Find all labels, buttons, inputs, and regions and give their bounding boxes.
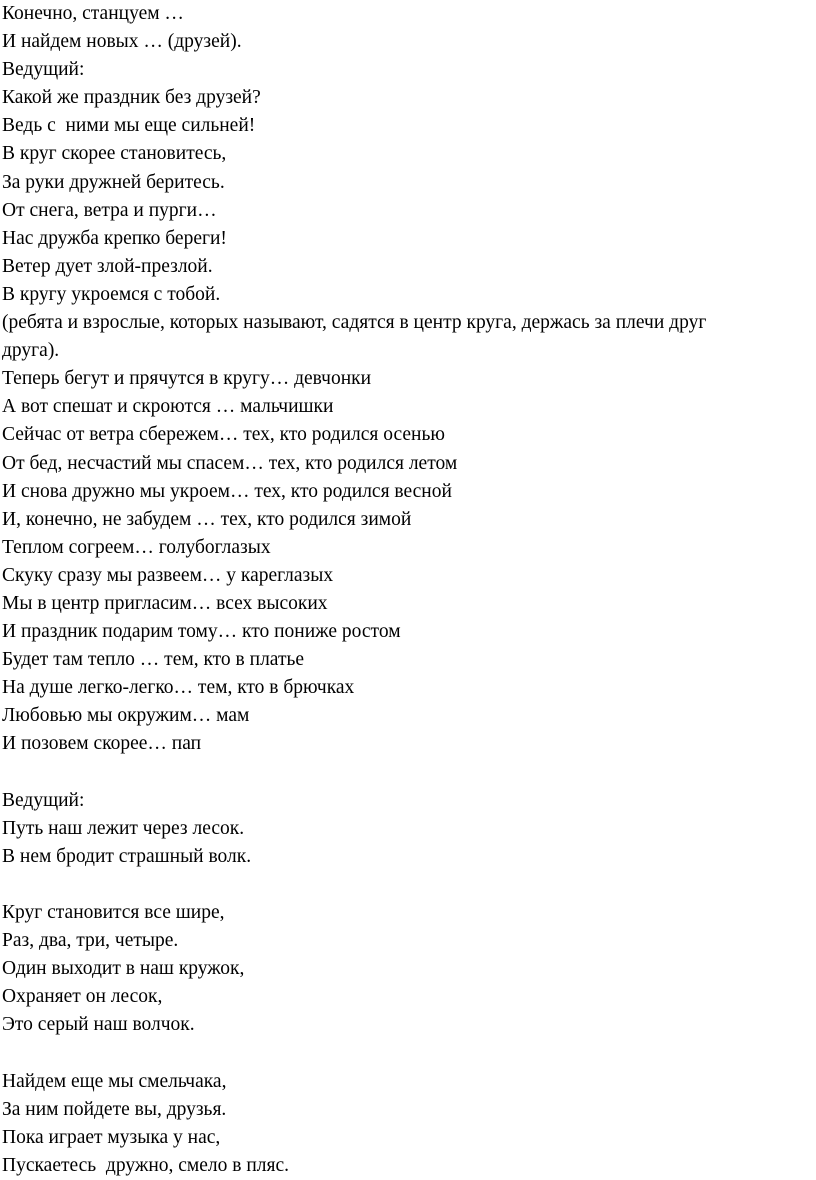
text-line: И праздник подарим тому… кто пониже ростом <box>2 621 401 643</box>
document-page <box>2 0 814 1180</box>
speaker-label: Ведущий: <box>2 789 85 811</box>
text-line: Скуку сразу мы развеем… у кареглазых <box>2 564 334 586</box>
text-line: Теплом согреем… голубоглазых <box>2 536 271 558</box>
blank-line <box>2 1039 814 1067</box>
text-line: Пока играет музыка у нас, <box>2 1126 221 1148</box>
text-line: Любовью мы окружим… мам <box>2 705 250 727</box>
text-line: Один выходит в наш кружок, <box>2 958 245 980</box>
text-line: В нем бродит страшный волк. <box>2 845 252 867</box>
blank-line <box>2 759 814 787</box>
text-line: И, конечно, не забудем … тех, кто родился зимой <box>2 508 412 530</box>
text-line: За ним пойдете вы, друзья. <box>2 1098 227 1120</box>
text-line: Это серый наш волчок. <box>2 1014 195 1036</box>
text-line: Охраняет он лесок, <box>2 986 163 1008</box>
speaker-label: Ведущий: <box>2 59 85 81</box>
text-line: Ветер дует злой-презлой. <box>2 255 213 277</box>
text-line: Какой же праздник без друзей? <box>2 87 261 109</box>
text-line: А вот спешат и скроются … мальчишки <box>2 396 334 418</box>
text-line: Будет там тепло … тем, кто в платье <box>2 649 305 671</box>
text-line: И позовем скорее… пап <box>2 733 202 755</box>
text-line: Ведь с ними мы еще сильней! <box>2 115 256 137</box>
text-line: Мы в центр пригласим… всех высоких <box>2 592 328 614</box>
text-line: На душе легко-легко… тем, кто в брючках <box>2 677 355 699</box>
text-line: От снега, ветра и пурги… <box>2 199 217 221</box>
text-line: Сейчас от ветра сбережем… тех, кто родился осенью <box>2 424 445 446</box>
text-line: От бед, несчастий мы спасем… тех, кто родился летом <box>2 452 458 474</box>
text-line: Найдем еще мы смельчака, <box>2 1070 227 1092</box>
stage-direction: (ребята и взрослые, которых называют, садятся в центр круга, держась за плечи друг <box>2 312 707 334</box>
text-line: Теперь бегут и прячутся в кругу… девчонки <box>2 368 372 390</box>
text-line: И снова дружно мы укроем… тех, кто родился весной <box>2 480 452 502</box>
text-line: Нас дружба крепко береги! <box>2 227 227 249</box>
text-line: Путь наш лежит через лесок. <box>2 817 245 839</box>
text-line: В кругу укроемся с тобой. <box>2 283 221 305</box>
stage-direction: друга). <box>2 340 60 362</box>
text-line: Пускаетесь дружно, смело в пляс. <box>2 1154 290 1176</box>
blank-line <box>2 871 814 899</box>
text-line: И найдем новых … (друзей). <box>2 31 242 53</box>
text-line: Круг становится все шире, <box>2 902 225 923</box>
text-line: В круг скорее становитесь, <box>2 143 227 165</box>
text-line: Раз, два, три, четыре. <box>2 930 179 952</box>
text-line: За руки дружней беритесь. <box>2 171 225 193</box>
text-line: Конечно, станцуем … <box>2 3 184 24</box>
